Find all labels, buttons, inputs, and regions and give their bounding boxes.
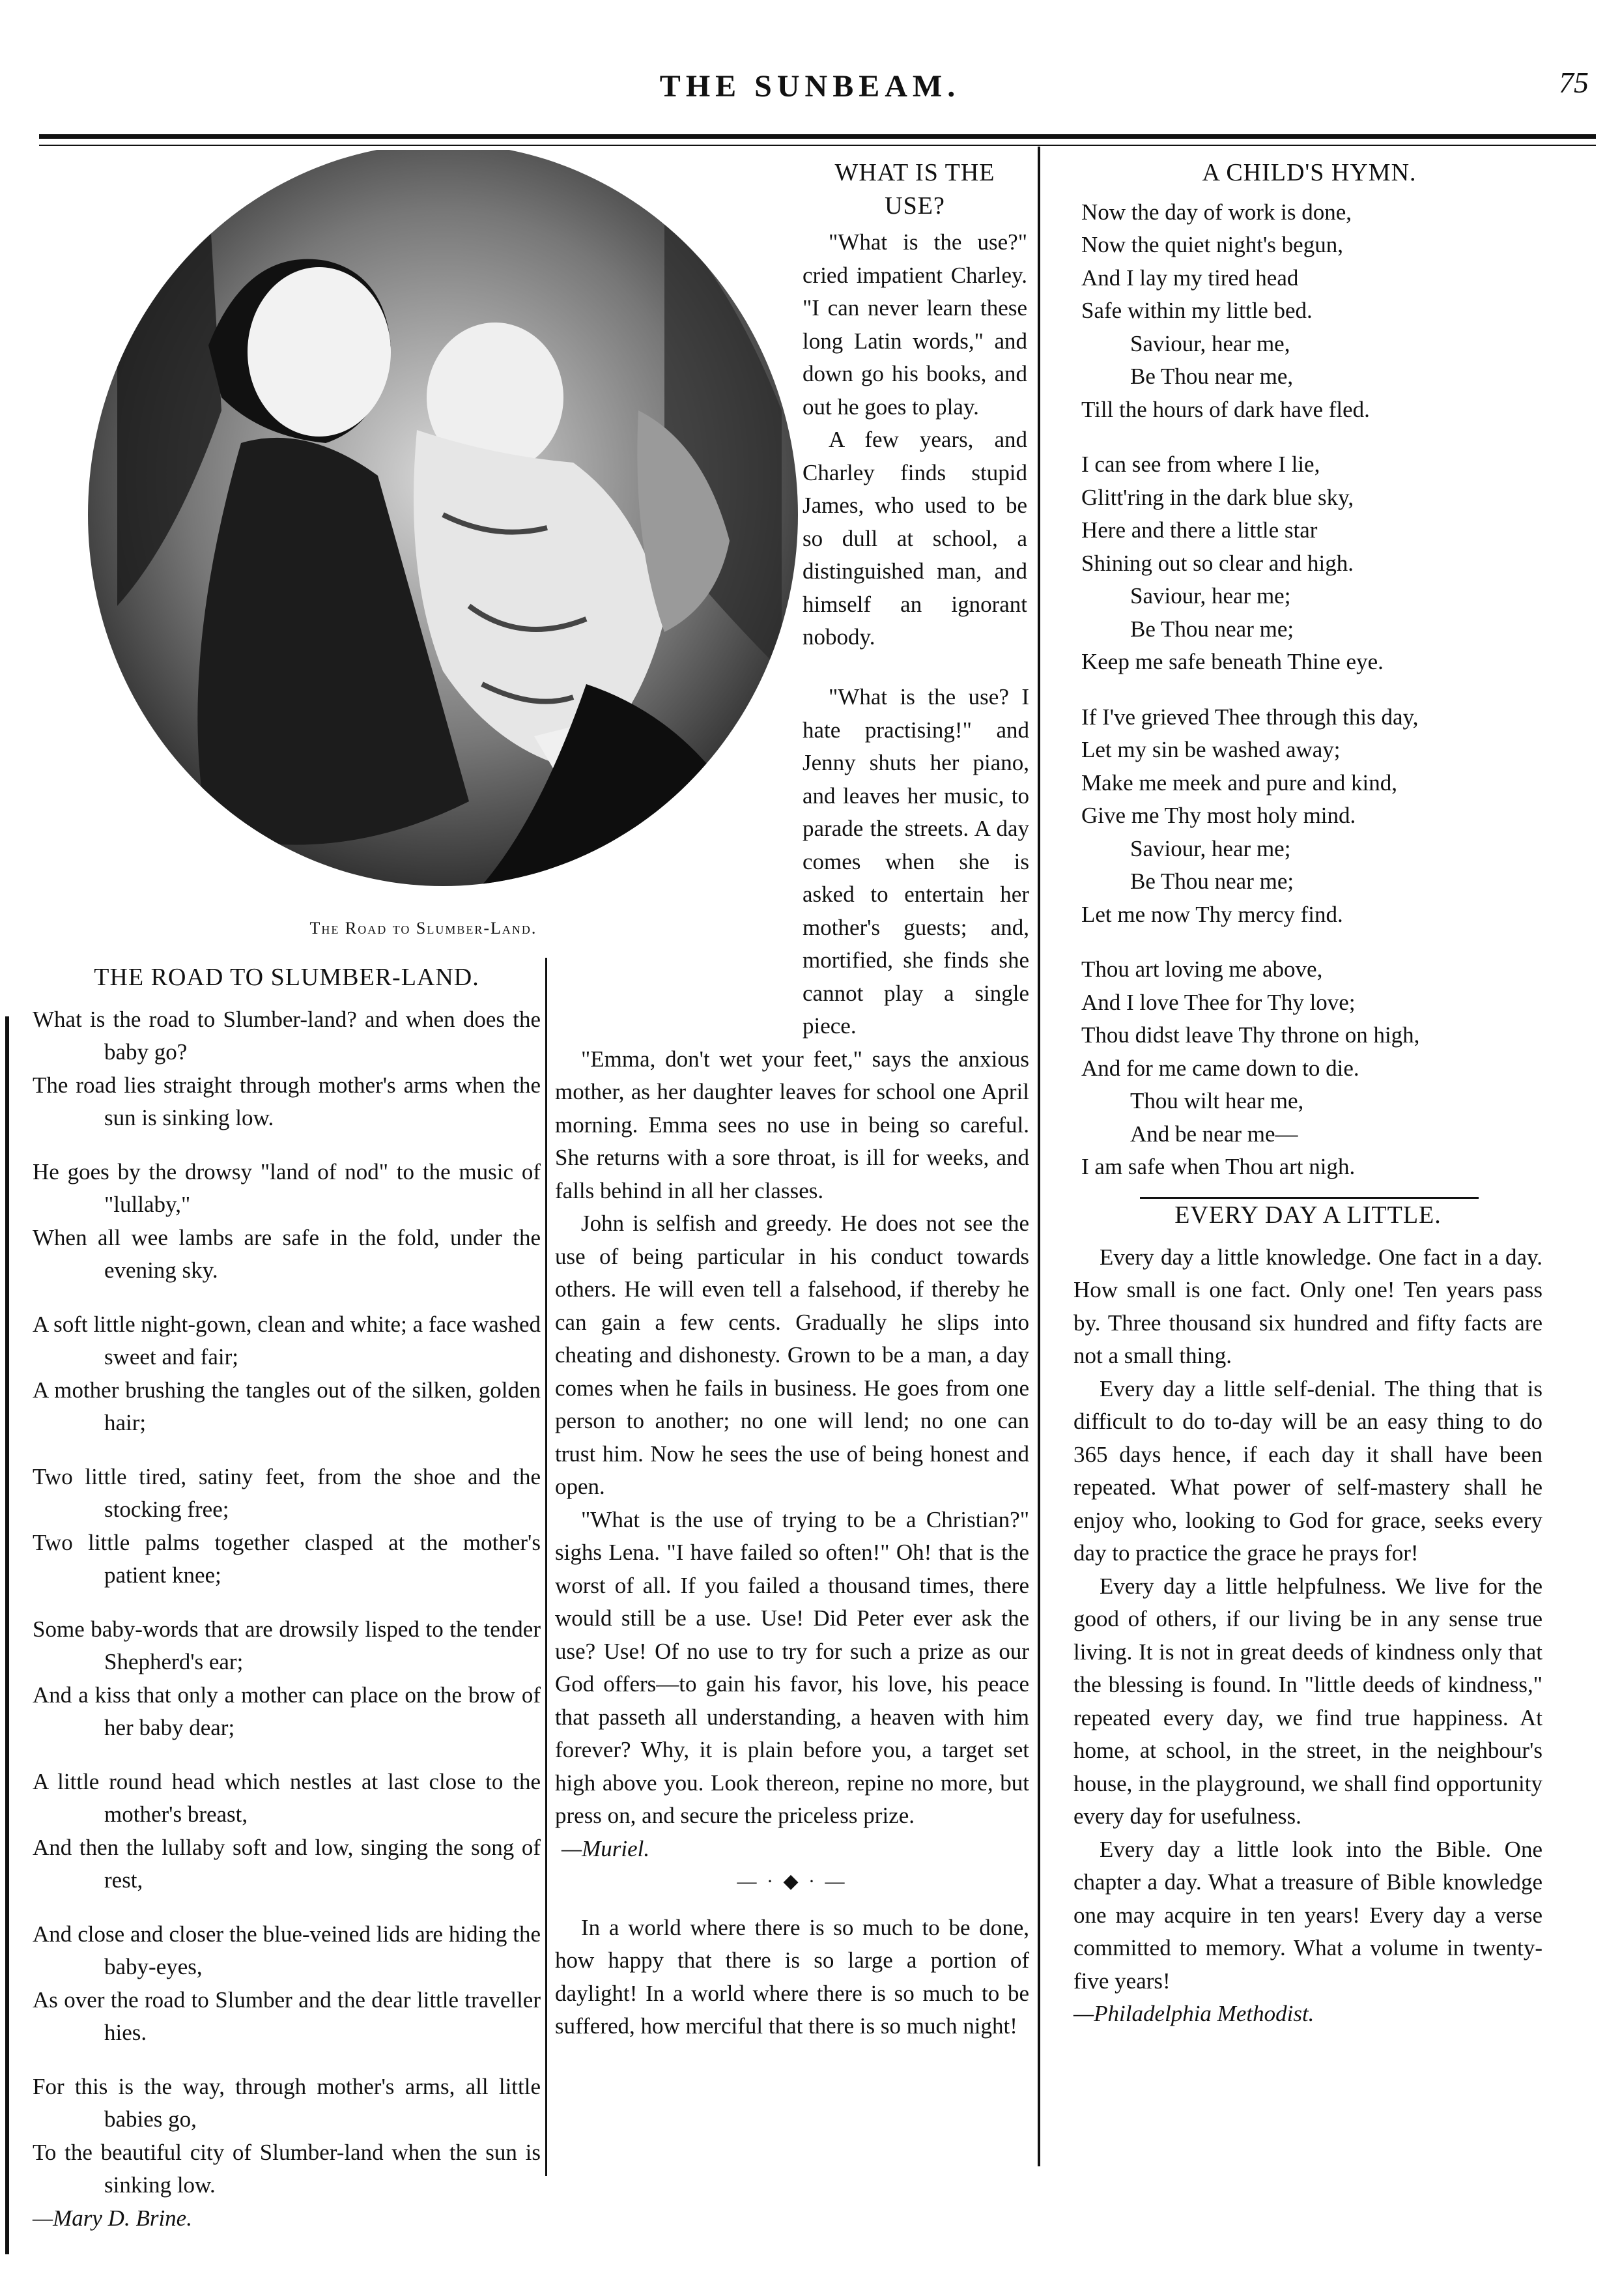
column-divider [545, 958, 547, 2176]
poem-line: Some baby-words that are drowsily lisped to the tender Shepherd's ear; [33, 1616, 541, 1674]
hymn-line: And I lay my tired head [1081, 265, 1299, 291]
poem-title: THE ROAD TO SLUMBER-LAND. [94, 964, 479, 991]
hymn-line: Saviour, hear me; [1130, 835, 1291, 861]
article-paragraph: "Emma, don't wet your feet," says the anxious mother, as her daughter leaves for school one April morning. Emma sees no use in being so careful. She returns with a sore throat, is ill for weeks, and falls behind in all her classes. [555, 1046, 1029, 1203]
poem-line: A little round head which nestles at last close to the mother's breast, [33, 1768, 541, 1827]
poem-line: What is the road to Slumber-land? and when does the baby go? [33, 1006, 541, 1065]
article-paragraph: "What is the use? I hate practising!" and Jenny shuts her piano, and leaves her music, to parade the streets. A day comes when she is asked to entertain her mother's guests; and, mortified, she finds she cannot play a single piece. [803, 684, 1029, 1039]
hymn-title: A CHILD'S HYMN. [1202, 159, 1417, 186]
article-paragraph: John is selfish and greedy. He does not see the use of being particular in his conduct towards others. He will even tell a falsehood, if thereby he can gain a few cents. Gradually he slips into cheating and dishonesty. Grown to be a man, a day comes when he fails in business. He goes from one person to another; no one will lend; no one can trust him. Now he sees the use of being honest and open. [555, 1211, 1029, 1499]
article-paragraph: Every day a little self-denial. The thing that is difficult to do to-day will be an easy thing to do 365 days hence, if each day it shall have been repeated. What power of self-mastery shall he enjoy who, looking to God for grace, seeks every day to practice the grace he prays for! [1073, 1375, 1542, 1566]
article-paragraph: "What is the use?" cried impatient Charley. "I can never learn these long Latin words," and down go his books, and out he goes to play. [803, 229, 1027, 420]
article-paragraph: Every day a little look into the Bible. One chapter a day. What a treasure of Bible knowledge one may acquire in ten years! Every day a verse committed to memory. What a volume in twenty-five years! [1073, 1836, 1542, 1994]
article-paragraph: Every day a little knowledge. One fact in a day. How small is one fact. Only one! Ten years pass by. Three thousand six hundred and fifty facts are not a small thing. [1073, 1244, 1542, 1368]
poem-line: To the beautiful city of Slumber-land when the sun is sinking low. [33, 2139, 541, 2198]
hymn-line: And I love Thee for Thy love; [1081, 989, 1356, 1015]
article-paragraph: Every day a little helpfulness. We live for the good of others, if our living be in any sense true living. It is not in great deeds of kindness only that the blessing is found. In "little deeds of kindness," repeated every day, we find true happiness. At home, at school, in the street, in the neighbour's house, in the playground, we shall find opportunity every day for usefulness. [1073, 1573, 1542, 1829]
article-paragraph: A few years, and Charley finds stupid James, who used to be so dull at school, a distinguished man, and himself an ignorant nobody. [803, 427, 1027, 650]
hymn-line: I am safe when Thou art nigh. [1081, 1154, 1356, 1179]
hymn-line: Safe within my little bed. [1081, 298, 1313, 323]
hymn-line: Saviour, hear me; [1130, 583, 1291, 609]
hymn-line: Thou didst leave Thy throne on high, [1081, 1022, 1420, 1048]
every-day-a-little-article [1073, 1199, 1542, 2031]
what-is-the-use-continued [555, 681, 1029, 2043]
poem-line: And close and closer the blue-veined lids are hiding the baby-eyes, [33, 1921, 541, 1979]
page-number: 75 [1559, 66, 1589, 99]
hymn-line: Give me Thy most holy mind. [1081, 803, 1356, 828]
hymn-line: Let me now Thy mercy find. [1081, 901, 1343, 927]
header-rule [39, 134, 1596, 139]
section-divider: — · ◆ · — [737, 1871, 847, 1892]
poem-author: —Mary D. Brine. [33, 2205, 192, 2231]
masthead-title: THE SUNBEAM. [659, 69, 961, 104]
article-author: —Muriel. [561, 1835, 650, 1861]
article-title: WHAT IS THE USE? [834, 159, 995, 220]
poem-line: Two little tired, satiny feet, from the shoe and the stocking free; [33, 1463, 541, 1522]
poem-line: The road lies straight through mother's arms when the sun is sinking low. [33, 1072, 541, 1130]
hymn-line: And be near me— [1130, 1121, 1298, 1147]
poem-line: As over the road to Slumber and the dear little traveller hies. [33, 1987, 541, 2045]
hymn-line: Here and there a little star [1081, 517, 1318, 543]
margin-rule [5, 1016, 9, 2254]
article-title: EVERY DAY A LITTLE. [1174, 1201, 1442, 1229]
hymn-line: Make me meek and pure and kind, [1081, 769, 1397, 796]
poem-line: For this is the way, through mother's arms, all little babies go, [33, 2073, 541, 2132]
hymn-line: Keep me safe beneath Thine eye. [1081, 649, 1384, 674]
poem-line: A mother brushing the tangles out of the silken, golden hair; [33, 1377, 541, 1435]
hymn-line: Thou art loving me above, [1081, 956, 1323, 982]
hymn-line: Be Thou near me; [1130, 616, 1294, 642]
hymn-line: If I've grieved Thee through this day, [1081, 704, 1419, 730]
header-rule-thin [39, 145, 1596, 146]
road-to-slumberland-poem [33, 961, 541, 2235]
hymn-line: Glitt'ring in the dark blue sky, [1081, 484, 1354, 510]
poem-line: Two little palms together clasped at the mother's patient knee; [33, 1529, 541, 1588]
hymn-line: I can see from where I lie, [1081, 452, 1320, 477]
hymn-line: Saviour, hear me, [1130, 330, 1290, 356]
poem-line: He goes by the drowsy "land of nod" to the music of "lullaby," [33, 1158, 541, 1217]
poem-line: When all wee lambs are safe in the fold, under the evening sky. [33, 1224, 541, 1283]
hymn-line: Be Thou near me; [1130, 868, 1294, 894]
article-author: —Philadelphia Methodist. [1073, 2001, 1314, 2026]
hymn-line: Let my sin be washed away; [1081, 737, 1341, 762]
hymn-line: Now the day of work is done, [1081, 199, 1352, 225]
hymn-line: And for me came down to die. [1081, 1055, 1359, 1081]
closing-paragraph: In a world where there is so much to be done, how happy that there is so large a portion of daylight! In a world where there is so much to be suffered, how merciful that there is so much night! [555, 1914, 1029, 2039]
column-divider [1038, 147, 1040, 2166]
poem-line: And a kiss that only a mother can place on the brow of her baby dear; [33, 1682, 541, 1740]
hymn-line: Till the hours of dark have fled. [1081, 396, 1370, 422]
illustration-caption: The Road to Slumber-Land. [309, 919, 537, 938]
hymn-line: Now the quiet night's begun, [1081, 232, 1343, 257]
article-paragraph: "What is the use of trying to be a Christian?" sighs Lena. "I have failed so often!" Oh! that is the worst of all. If you failed a thousand times, there would still be a use. Use! Did Peter ever ask the use? Use! Of no use to try for such a prize as our God offers—to gain his favor, his love, his peace that passeth all understanding, a heaven with him forever? Why, it is plain before you, a target set high above you. Look thereon, repine no more, but press on, and secure the priceless prize. [555, 1506, 1029, 1828]
childs-hymn [1081, 156, 1537, 1199]
hymn-line: Shining out so clear and high. [1081, 550, 1354, 576]
what-is-the-use-article [803, 156, 1027, 654]
hymn-line: Thou wilt hear me, [1130, 1088, 1304, 1113]
poem-line: And then the lullaby soft and low, singing the song of rest, [33, 1834, 541, 1893]
hymn-line: Be Thou near me, [1130, 364, 1294, 389]
poem-line: A soft little night-gown, clean and white; a face washed sweet and fair; [33, 1311, 541, 1370]
